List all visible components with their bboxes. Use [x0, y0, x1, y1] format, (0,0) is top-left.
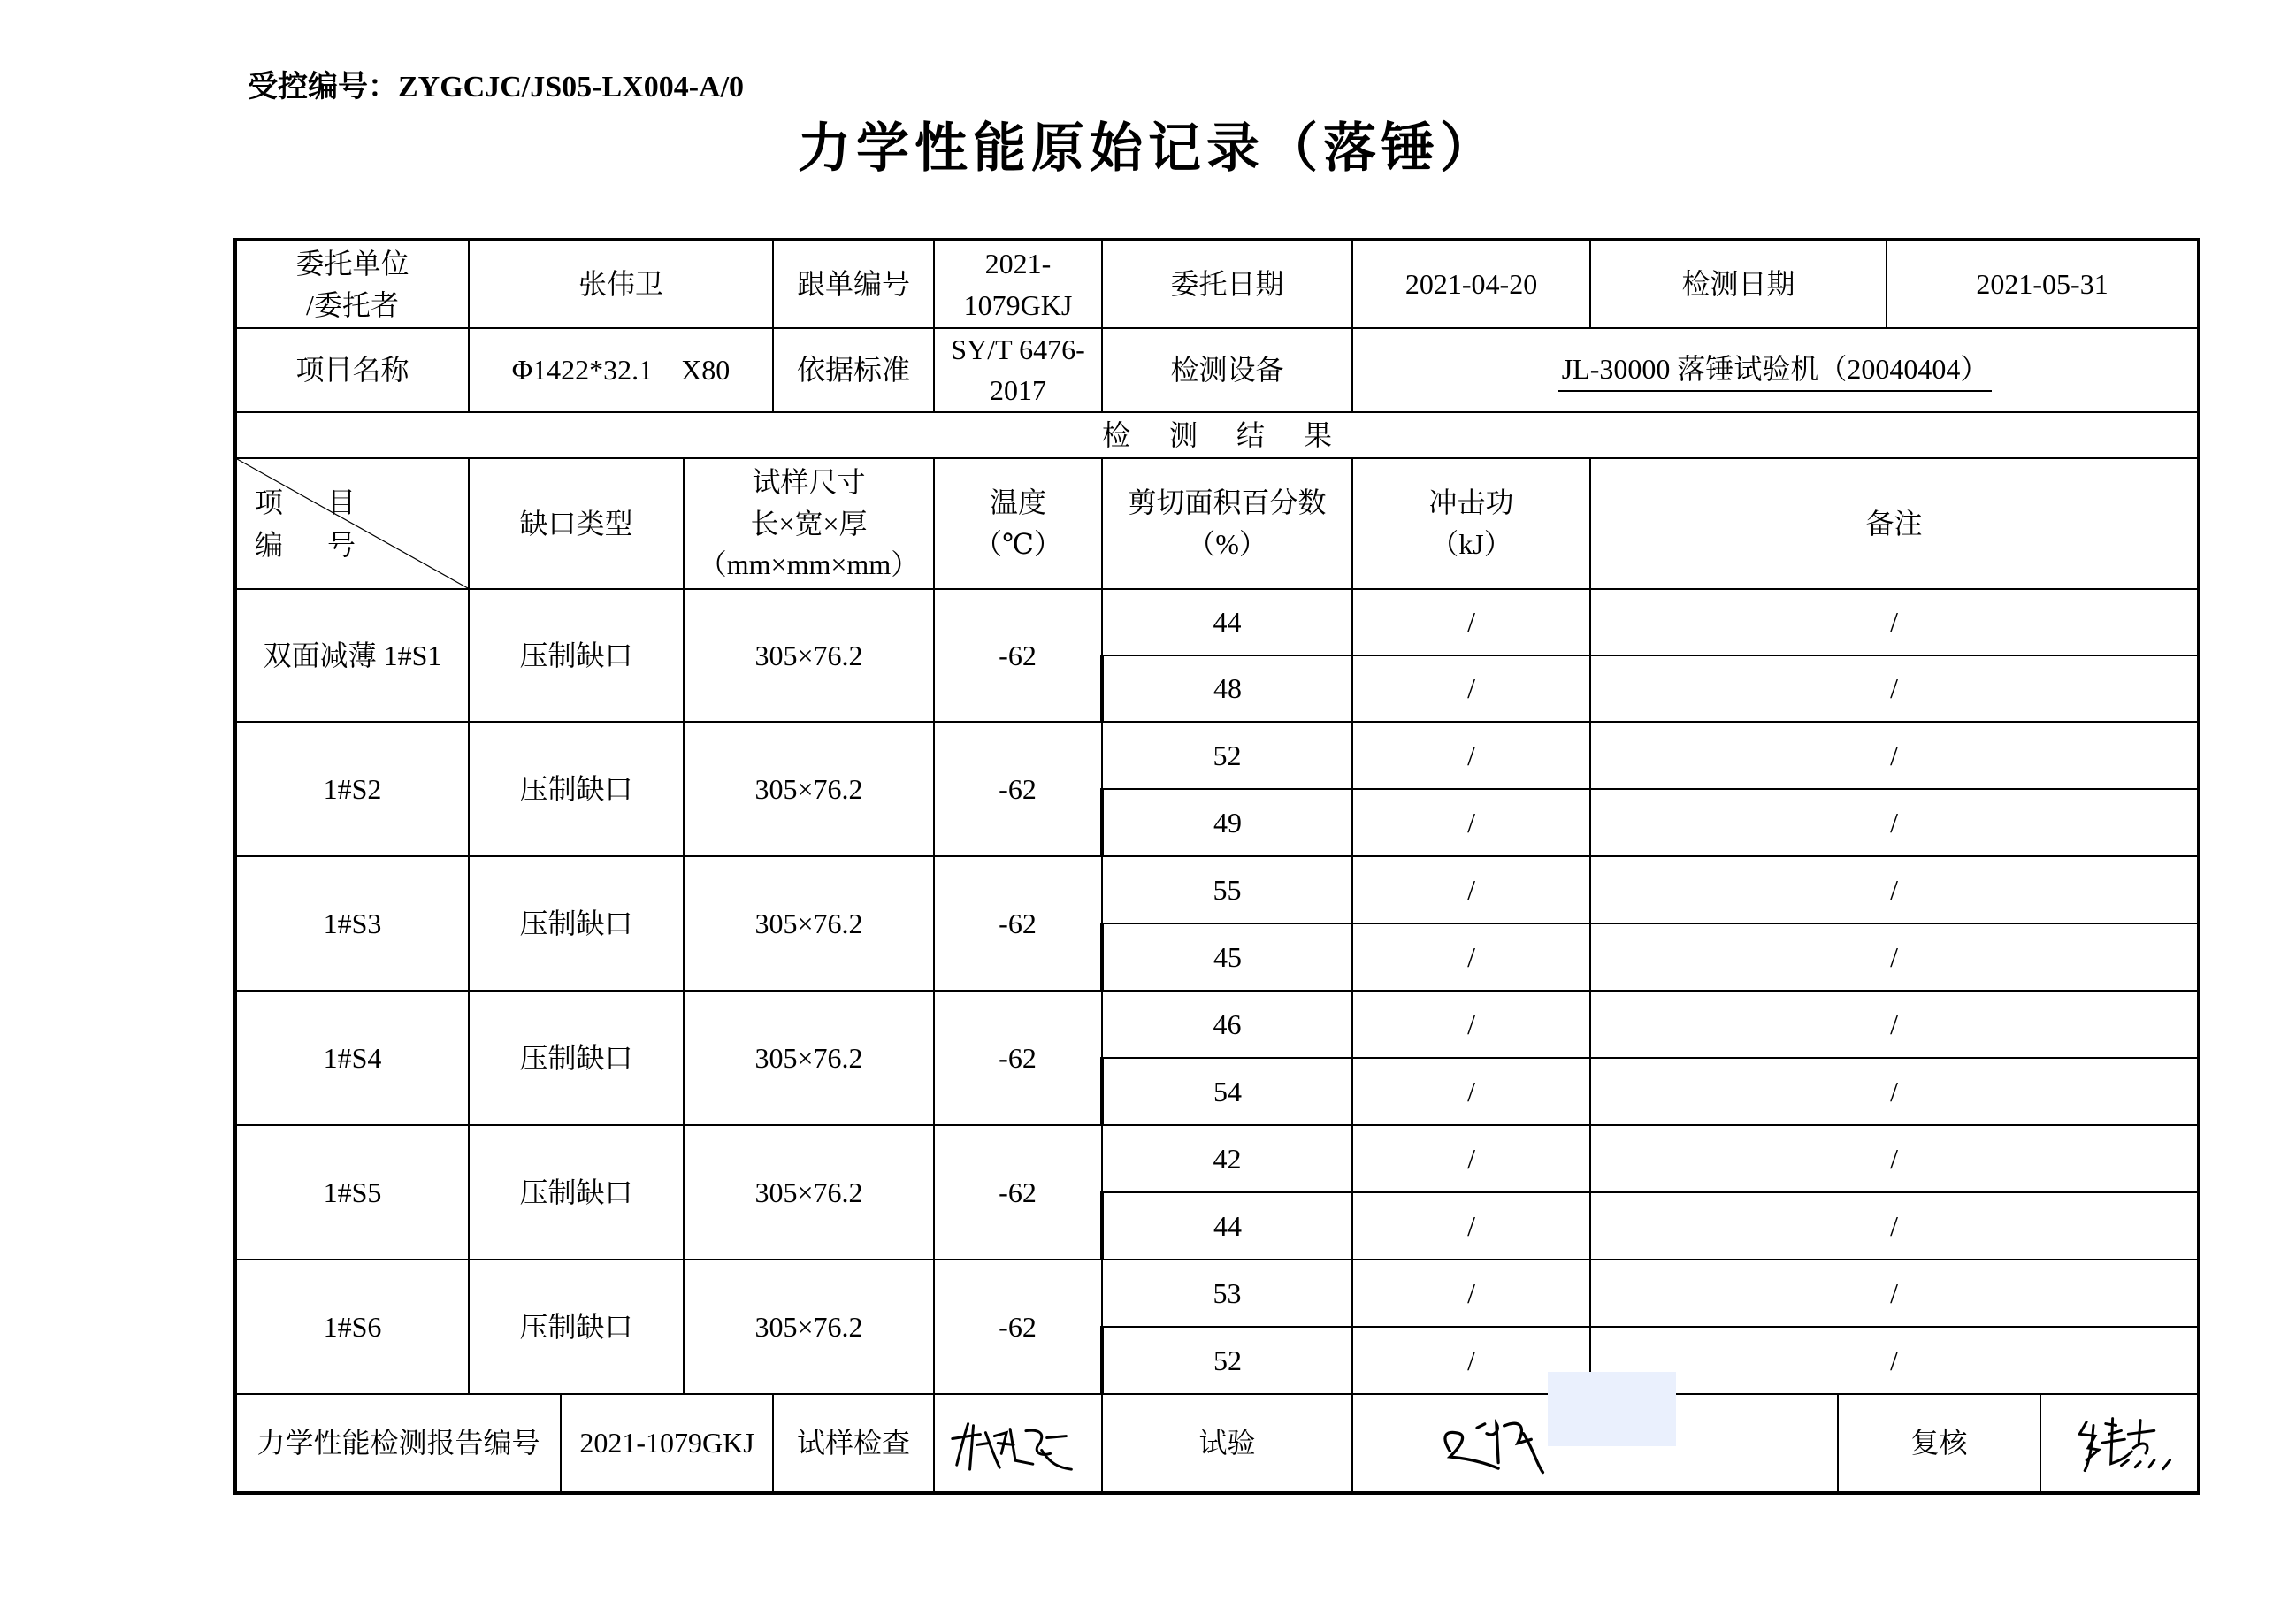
size-header: 试样尺寸 长×宽×厚 （mm×mm×mm） — [684, 458, 934, 589]
shear-value: 44 — [1102, 1192, 1352, 1260]
temperature: -62 — [934, 1125, 1102, 1260]
remark-value: / — [1590, 923, 2199, 991]
equipment-cell — [1352, 328, 2199, 412]
notch-type: 压制缺口 — [469, 1260, 684, 1394]
remark-value: / — [1590, 655, 2199, 722]
project-value: Φ1422*32.1 X80 — [469, 328, 773, 412]
energy-value: / — [1352, 1058, 1590, 1125]
energy-value: / — [1352, 722, 1590, 789]
shear-value: 44 — [1102, 589, 1352, 655]
report-no-value: 2021-1079GKJ — [561, 1394, 773, 1493]
energy-value: / — [1352, 1125, 1590, 1192]
shear-value: 52 — [1102, 722, 1352, 789]
remark-value: / — [1590, 1058, 2199, 1125]
sample-id: 1#S5 — [235, 1125, 469, 1260]
remark-value: / — [1590, 1260, 2199, 1327]
notch-type: 压制缺口 — [469, 589, 684, 722]
sample-size: 305×76.2 — [684, 589, 934, 722]
control-number — [248, 62, 744, 105]
review-label: 复核 — [1838, 1394, 2040, 1493]
test-label: 试验 — [1102, 1394, 1352, 1493]
sample-id: 1#S3 — [235, 856, 469, 991]
remark-value: / — [1590, 589, 2199, 655]
client-value: 张伟卫 — [469, 240, 773, 328]
sample-check-signature — [934, 1394, 1102, 1493]
temperature: -62 — [934, 722, 1102, 856]
redacted-area — [1548, 1372, 1676, 1446]
sample-id: 1#S6 — [235, 1260, 469, 1394]
energy-value: / — [1352, 789, 1590, 856]
shear-value: 46 — [1102, 991, 1352, 1058]
review-signature — [2040, 1394, 2199, 1493]
equipment-value: JL-30000 落锤试验机（20040404） — [1558, 349, 1993, 391]
energy-value: / — [1352, 1327, 1590, 1394]
energy-value: / — [1352, 1260, 1590, 1327]
energy-value: / — [1352, 856, 1590, 923]
control-number-value: ZYGCJC/JS05-LX004-A/0 — [398, 71, 745, 103]
shear-value: 55 — [1102, 856, 1352, 923]
energy-value: / — [1352, 923, 1590, 991]
notch-type: 压制缺口 — [469, 856, 684, 991]
energy-value: / — [1352, 991, 1590, 1058]
sample-id: 1#S2 — [235, 722, 469, 856]
client-label: 委托单位 /委托者 — [235, 240, 469, 328]
notch-type: 压制缺口 — [469, 1125, 684, 1260]
sample-size: 305×76.2 — [684, 722, 934, 856]
section-title: 检测结果 — [235, 412, 2199, 458]
test-date-value: 2021-05-31 — [1887, 240, 2199, 328]
remarks-header: 备注 — [1590, 458, 2199, 589]
shear-value: 45 — [1102, 923, 1352, 991]
track-no-label: 跟单编号 — [773, 240, 934, 328]
notch-type-header: 缺口类型 — [469, 458, 684, 589]
temperature: -62 — [934, 1260, 1102, 1394]
sample-id: 双面减薄 1#S1 — [235, 589, 469, 722]
energy-value: / — [1352, 655, 1590, 722]
notch-type: 压制缺口 — [469, 991, 684, 1125]
shear-area-header: 剪切面积百分数 （%） — [1102, 458, 1352, 589]
remark-value: / — [1590, 1327, 2199, 1394]
signature-image — [2041, 1399, 2197, 1486]
remark-value: / — [1590, 1192, 2199, 1260]
signature-image — [935, 1399, 1101, 1487]
shear-value: 53 — [1102, 1260, 1352, 1327]
remark-value: / — [1590, 789, 2199, 856]
sample-size: 305×76.2 — [684, 1125, 934, 1260]
equipment-label: 检测设备 — [1102, 328, 1352, 412]
sample-check-label: 试样检查 — [773, 1394, 934, 1493]
temperature-header: 温度 （℃） — [934, 458, 1102, 589]
standard-label: 依据标准 — [773, 328, 934, 412]
energy-value: / — [1352, 1192, 1590, 1260]
control-number-label: 受控编号： — [248, 71, 398, 103]
project-label: 项目名称 — [235, 328, 469, 412]
diagonal-line — [237, 459, 468, 588]
record-table — [233, 238, 2200, 1495]
temperature: -62 — [934, 856, 1102, 991]
remark-value: / — [1590, 856, 2199, 923]
entrust-date-value: 2021-04-20 — [1352, 240, 1590, 328]
energy-value: / — [1352, 589, 1590, 655]
notch-type: 压制缺口 — [469, 722, 684, 856]
page-title: 力学性能原始记录（落锤） — [798, 119, 1498, 178]
remark-value: / — [1590, 1125, 2199, 1192]
temperature: -62 — [934, 991, 1102, 1125]
remark-value: / — [1590, 722, 2199, 789]
test-date-label: 检测日期 — [1590, 240, 1887, 328]
impact-energy-header: 冲击功 （kJ） — [1352, 458, 1590, 589]
track-no-value: 2021-1079GKJ — [934, 240, 1102, 328]
shear-value: 54 — [1102, 1058, 1352, 1125]
temperature: -62 — [934, 589, 1102, 722]
sample-size: 305×76.2 — [684, 1260, 934, 1394]
remark-value: / — [1590, 991, 2199, 1058]
sample-size: 305×76.2 — [684, 856, 934, 991]
shear-value: 42 — [1102, 1125, 1352, 1192]
sample-id: 1#S4 — [235, 991, 469, 1125]
shear-value: 52 — [1102, 1327, 1352, 1394]
item-number-header: 项 目 编 号 — [235, 458, 469, 589]
report-no-label: 力学性能检测报告编号 — [235, 1394, 561, 1493]
standard-value: SY/T 6476-2017 — [934, 328, 1102, 412]
shear-value: 48 — [1102, 655, 1352, 722]
sample-size: 305×76.2 — [684, 991, 934, 1125]
entrust-date-label: 委托日期 — [1102, 240, 1352, 328]
shear-value: 49 — [1102, 789, 1352, 856]
